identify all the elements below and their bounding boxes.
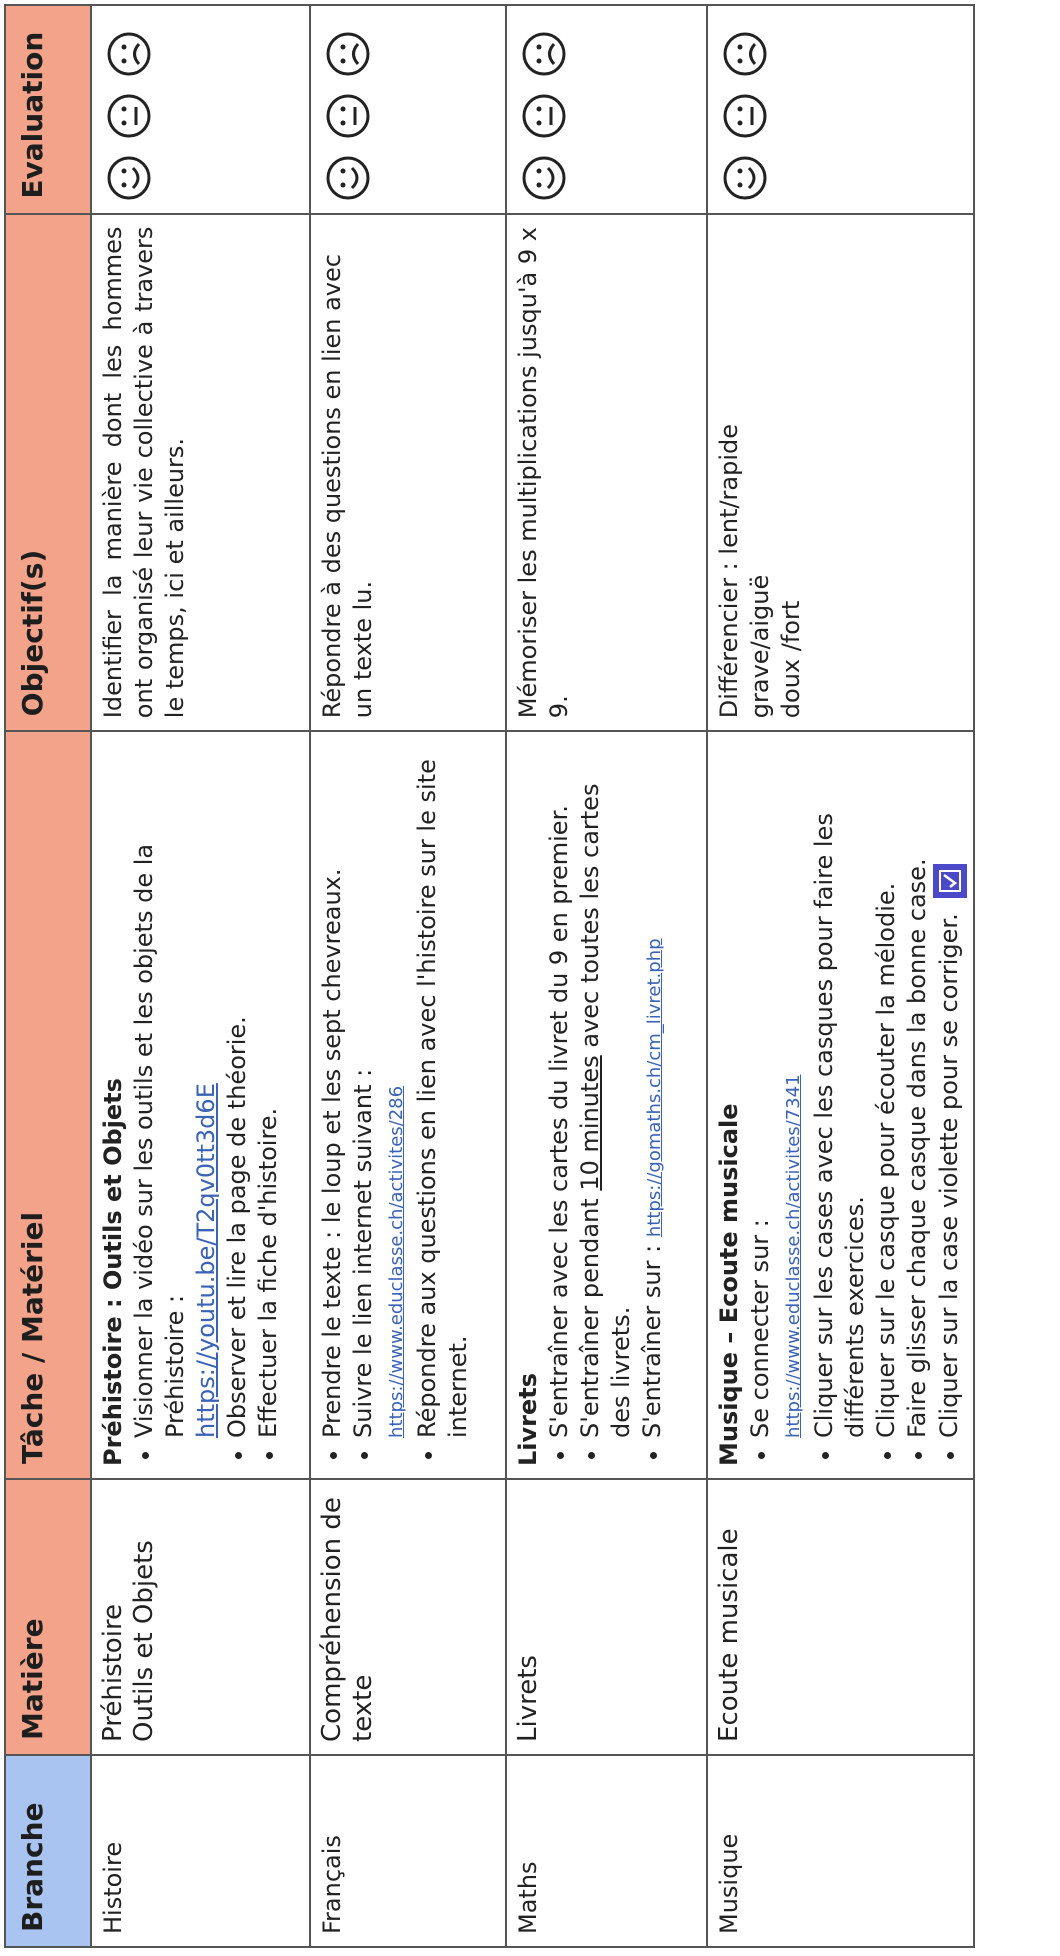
task-cell	[91, 731, 310, 1479]
educlasse-link[interactable]: https://www.educlasse.ch/activites/7341	[783, 1074, 804, 1438]
list-item: • S'entraîner sur : https://gomaths.ch/cm_livret.php	[637, 744, 670, 1438]
task-title: Préhistoire : Outils et Objets	[99, 1078, 127, 1466]
objective-cell: Identifier la manière dont les hommes ont organisé leur vie collective à travers le temps, ici et ailleurs.	[91, 214, 310, 732]
video-link[interactable]: https://youtu.be/T2qv0tt3d6E	[192, 1083, 220, 1438]
table-row-musique	[707, 5, 974, 1947]
header-row	[5, 5, 91, 1947]
happy-face-icon[interactable]	[325, 155, 371, 201]
task-list	[745, 744, 967, 1466]
list-item: • S'entraîner pendant 10 minutes avec toutes les cartes des livrets.	[575, 744, 637, 1438]
list-item: • Visionner la vidéo sur les outils et les objets de la Préhistoire : https://youtu.be/T2qv0tt3d6E	[129, 744, 222, 1438]
subject-cell: Compréhension de texte	[310, 1479, 506, 1755]
happy-face-icon[interactable]	[106, 155, 152, 201]
table-row-histoire	[91, 5, 310, 1947]
gomaths-link[interactable]: https://gomaths.ch/cm_livret.php	[644, 938, 665, 1238]
subject-cell: Ecoute musicale	[707, 1479, 974, 1755]
branch-cell: Français	[310, 1755, 506, 1947]
task-list	[544, 744, 670, 1466]
objective-cell: Mémoriser les multiplications jusqu'à 9 x 9.	[506, 214, 707, 732]
list-item: • Suivre le lien internet suivant : https://www.educlasse.ch/activites/286	[348, 744, 412, 1438]
list-item: • Observer et lire la page de théorie.	[222, 744, 253, 1438]
list-item: • Cliquer sur le casque pour écouter la mélodie.	[871, 744, 902, 1438]
task-cell	[506, 731, 707, 1479]
educlasse-link[interactable]: https://www.educlasse.ch/activites/286	[386, 1085, 407, 1438]
header-tache: Tâche / Matériel	[5, 731, 91, 1479]
neutral-face-icon[interactable]	[722, 93, 768, 139]
header-matiere: Matière	[5, 1479, 91, 1755]
sad-face-icon[interactable]	[722, 31, 768, 77]
list-item: • Se connecter sur : https://www.educlasse.ch/activites/7341	[745, 744, 809, 1438]
task-cell	[707, 731, 974, 1479]
branch-cell: Histoire	[91, 1755, 310, 1947]
task-list	[317, 744, 474, 1466]
task-list	[129, 744, 284, 1466]
task-title: Musique – Ecoute musicale	[715, 1103, 743, 1466]
task-cell	[310, 731, 506, 1479]
list-item: • Effectuer la fiche d'histoire.	[253, 744, 284, 1438]
list-item: • Répondre aux questions en lien avec l'histoire sur le site internet.	[412, 744, 474, 1438]
evaluation-cell	[707, 5, 974, 214]
table-row-maths	[506, 5, 707, 1947]
list-item: • Cliquer sur les cases avec les casques pour faire les différents exercices.	[809, 744, 871, 1438]
neutral-face-icon[interactable]	[521, 93, 567, 139]
neutral-face-icon[interactable]	[106, 93, 152, 139]
happy-face-icon[interactable]	[722, 155, 768, 201]
neutral-face-icon[interactable]	[325, 93, 371, 139]
sad-face-icon[interactable]	[521, 31, 567, 77]
correct-check-icon[interactable]	[933, 864, 967, 898]
list-item: • S'entraîner avec les cartes du livret du 9 en premier.	[544, 744, 575, 1438]
header-objectifs: Objectif(s)	[5, 214, 91, 732]
header-branche: Branche	[5, 1755, 91, 1947]
header-evaluation: Evaluation	[5, 5, 91, 214]
subject-cell: Préhistoire Outils et Objets	[91, 1479, 310, 1755]
evaluation-cell	[310, 5, 506, 214]
objective-cell: Différencier : lent/rapide grave/aiguë doux /fort	[707, 214, 974, 732]
list-item: • Faire glisser chaque casque dans la bonne case.	[902, 744, 933, 1438]
objective-cell: Répondre à des questions en lien avec un texte lu.	[310, 214, 506, 732]
branch-cell: Musique	[707, 1755, 974, 1947]
sad-face-icon[interactable]	[106, 31, 152, 77]
branch-cell: Maths	[506, 1755, 707, 1947]
table-row-francais	[310, 5, 506, 1947]
work-plan-table	[4, 4, 975, 1948]
sad-face-icon[interactable]	[325, 31, 371, 77]
list-item: • Cliquer sur la case violette pour se corriger.	[933, 744, 967, 1438]
list-item: • Prendre le texte : le loup et les sept chevreaux.	[317, 744, 348, 1438]
evaluation-cell	[91, 5, 310, 214]
evaluation-cell	[506, 5, 707, 214]
subject-cell: Livrets	[506, 1479, 707, 1755]
happy-face-icon[interactable]	[521, 155, 567, 201]
task-title: Livrets	[514, 1372, 542, 1466]
